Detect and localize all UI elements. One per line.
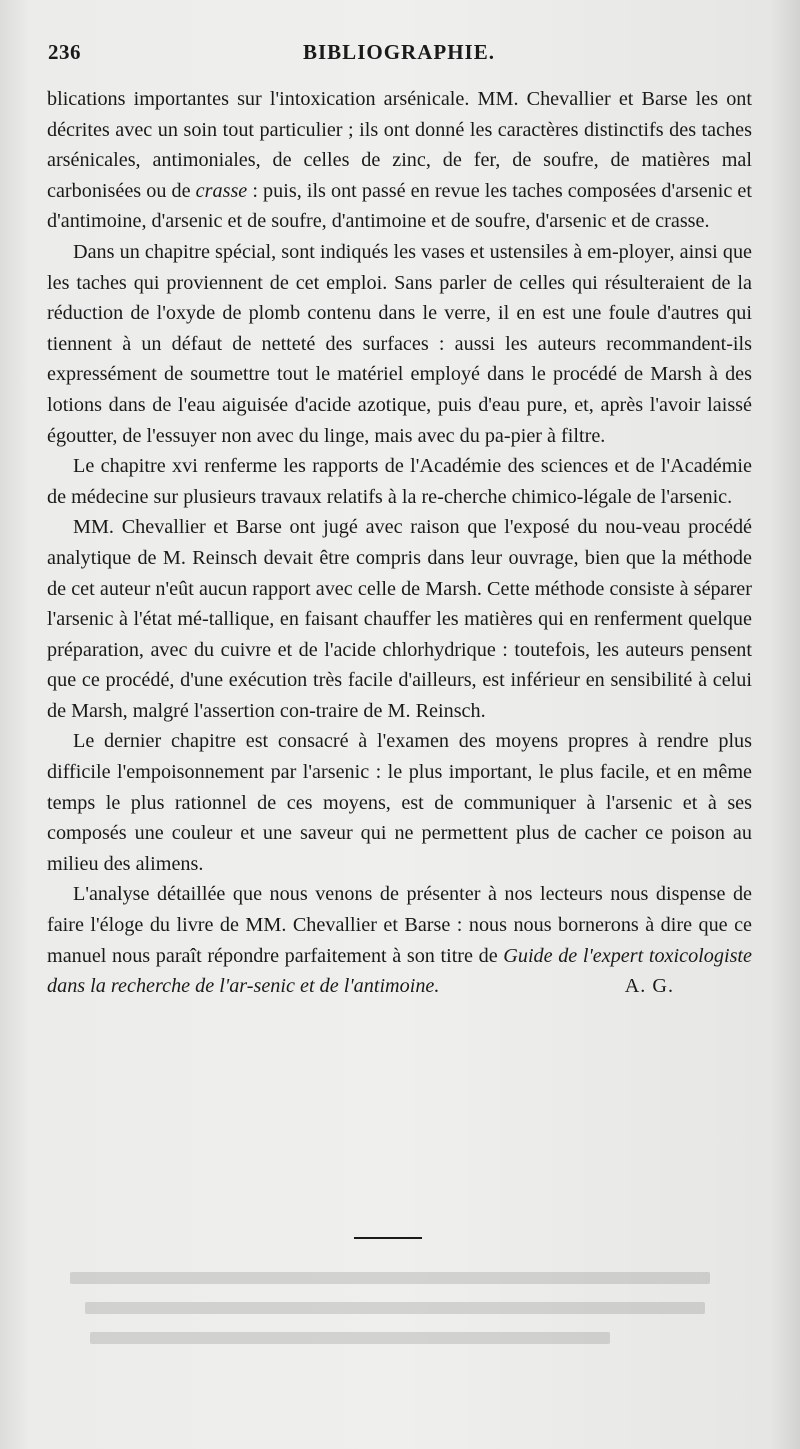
show-through-texture [0,1262,800,1372]
paragraph-5: Le dernier chapitre est consacré à l'examen des moyens propres à rendre plus difficile l'empoisonnement par l'arsenic : le plus important, le plus facile, et en même temps le plus rationnel de ces moyens, est de communiquer à l'arsenic et à ses composés une couleur et une saveur qui ne permettent plus de cacher ce poison au milieu des alimens. [47,730,752,875]
closing-rule [354,1237,422,1239]
paragraph-4: MM. Chevallier et Barse ont jugé avec raison que l'exposé du nou-veau procédé analytique de M. Reinsch devait être compris dans leur ouvrage, bien que la méthode de cet auteur n'eût aucun rapport avec celle de Marsh. Cette méthode consiste à séparer l'arsenic à l'état mé-tallique, en faisant chauffer les matières qui en renferment quelque préparation, avec du cuivre et de l'acide chlorhydrique : toutefois, les auteurs pensent que ce procédé, d'une exécution très facile d'ailleurs, est inférieur en sensibilité à celui de Marsh, malgré l'assertion con-traire de M. Reinsch. [47,516,752,722]
paragraph-3: Le chapitre xvi renferme les rapports de l'Académie des sciences et de l'Académie de médecine sur plusieurs travaux relatifs à la re-cherche chimico-légale de l'arsenic. [47,455,752,508]
italic-word-crasse: crasse [195,179,248,202]
body-text [47,84,752,1002]
paragraph-2: Dans un chapitre spécial, sont indiqués les vases et ustensiles à em-ployer, ainsi que les taches qui proviennent de cet emploi. Sans parler de celles qui résulteraient de la réduction de l'oxyde de plomb contenu dans le verre, il en est une foule d'autres qui tiennent à un défaut de netteté des surfaces : aussi les auteurs recommandent-ils expressément de soumettre tout le matériel employé dans le procédé de Marsh à des lotions dans de l'eau aiguisée d'acide azotique, puis d'eau pure, et, après l'avoir laissé égoutter, de l'essuyer non avec du linge, mais avec du pa-pier à filtre. [47,240,752,447]
running-head [48,40,748,70]
book-title-italic: Guide de l'expert toxicologiste dans la recherche de l'ar-senic et de l'antimoine. [47,944,752,998]
paragraph-1-text: blications importantes sur l'intoxication arsénicale. MM. Chevallier et Barse les ont décrites avec un soin tout particulier ; ils ont donné les caractères distinctifs des taches arsénicales, antimoniales, de celles de zinc, de fer, de soufre, de matières mal carbonisées ou de [47,88,752,202]
page-number: 236 [48,40,81,64]
author-signature: A. G. [624,975,674,998]
paragraph-6-text: L'analyse détaillée que nous venons de présenter à nos lecteurs nous dispense de faire l'éloge du livre de MM. Chevallier et Barse : nous nous bornerons à dire que ce manuel nous paraît répondre parfaitement à son titre de [47,883,752,967]
section-title: BIBLIOGRAPHIE. [303,40,495,64]
paragraph-1 [47,84,752,237]
paragraph-1-text-after: : puis, ils ont passé en revue les taches composées d'arsenic et d'antimoine, d'arsenic et de soufre, d'antimoine et de soufre, d'arsenic et de crasse. [47,179,752,233]
paragraph-6 [47,879,752,1001]
